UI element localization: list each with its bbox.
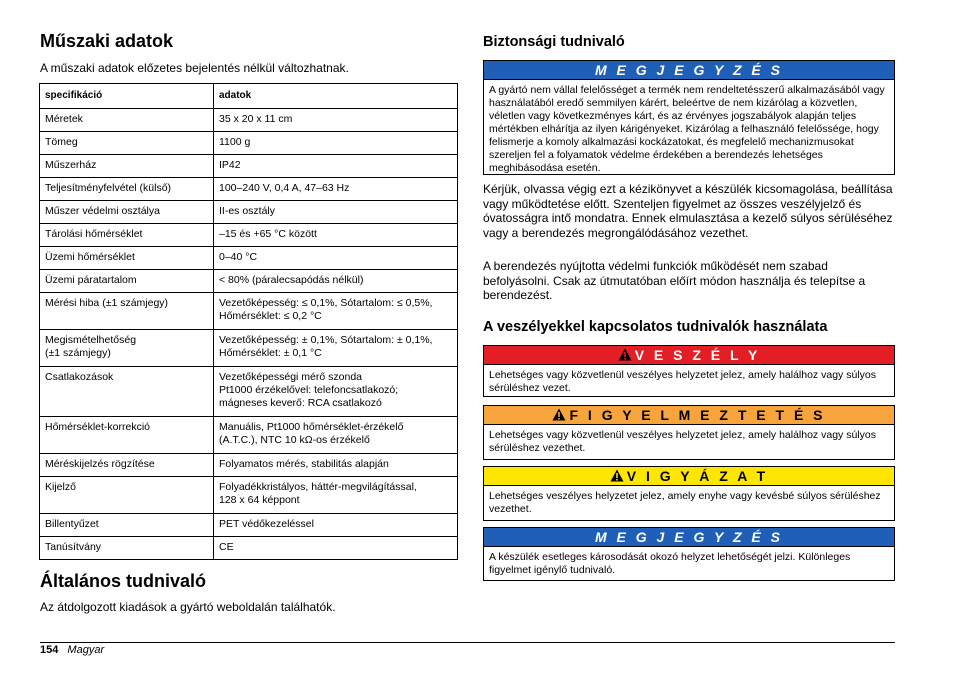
table-header-row — [40, 84, 458, 109]
spec-name-cell: Billentyűzet — [40, 514, 214, 537]
warning-triangle-icon — [610, 469, 624, 482]
note-box-header: M E G J E G Y Z É S — [484, 528, 894, 547]
spec-value-cell: 100–240 V, 0,4 A, 47–63 Hz — [214, 178, 458, 201]
warning-label: F I G Y E L M E Z T E T É S — [569, 407, 826, 423]
warning-triangle-icon — [618, 348, 632, 361]
spec-name-cell: Méréskijelzés rögzítése — [40, 454, 214, 477]
note-box-text: A gyártó nem vállal felelősséget a termék nem rendeltetésszerű alkalmazásából vagy használatából eredő semmilyen kárért, beleértve de nem kizárólag a közvetlen, véletlen vagy következményes kárt, és az érvényes jogszabályok alapján teljes mértékben elhárítja az ilyen kárigényeket. Kizárólag a felhasználó felelőssége, hogy felismerje a komoly alkalmazási kockázatokat, és megfelelő mechanizmusokat szereljen fel a folyamatok védelme érdekében a berendezés lehetséges meghibásodása esetén. — [489, 84, 885, 174]
warning-box-text: Lehetséges vagy közvetlenül veszélyes helyzetet jelez, amely halálhoz vagy súlyos sérüléshez vezethet. — [489, 429, 876, 454]
table-row — [40, 178, 458, 201]
spec-name-cell: Üzemi hőmérséklet — [40, 247, 214, 270]
page-footer — [40, 643, 104, 657]
caution-box-header — [484, 467, 894, 486]
spec-value-cell: Folyadékkristályos, háttér-megvilágítással, 128 x 64 képpont — [214, 477, 458, 514]
spec-name-cell: Tanúsítvány — [40, 537, 214, 560]
spec-value-cell: 35 x 20 x 11 cm — [214, 109, 458, 132]
general-info-text: Az átdolgozott kiadások a gyártó weboldalán találhatók. — [40, 600, 336, 614]
table-row — [40, 293, 458, 330]
technical-data-intro: A műszaki adatok előzetes bejelentés nélkül változhatnak. — [40, 61, 349, 75]
spec-name-cell: Műszerház — [40, 155, 214, 178]
spec-name-cell: Tömeg — [40, 132, 214, 155]
spec-name-cell: Méretek — [40, 109, 214, 132]
spec-value-cell: Vezetőképesség: ± 0,1%, Sótartalom: ± 0,1%, Hőmérséklet: ± 0,1 °C — [214, 330, 458, 367]
section-title-general-info: Általános tudnivaló — [40, 571, 207, 591]
table-row — [40, 367, 458, 417]
spec-value-cell: CE — [214, 537, 458, 560]
spec-value-cell: II-es osztály — [214, 201, 458, 224]
caution-box-text: Lehetséges veszélyes helyzetet jelez, amely enyhe vagy kevésbé súlyos sérüléshez vezethet. — [489, 490, 881, 515]
danger-box-text: Lehetséges vagy közvetlenül veszélyes helyzetet jelez, amely halálhoz vagy súlyos sérüléshez vezet. — [489, 369, 876, 394]
table-row — [40, 247, 458, 270]
spec-value-cell: 0–40 °C — [214, 247, 458, 270]
note-box-liability — [483, 60, 895, 175]
spec-name-cell: Tárolási hőmérséklet — [40, 224, 214, 247]
table-row — [40, 201, 458, 224]
note-box-damage — [483, 527, 895, 581]
spec-name-cell: Kijelző — [40, 477, 214, 514]
warning-triangle-icon — [552, 408, 566, 421]
table-row — [40, 109, 458, 132]
spec-value-cell: 1100 g — [214, 132, 458, 155]
spec-value-cell: < 80% (páralecsapódás nélkül) — [214, 270, 458, 293]
note-box-text: A készülék esetleges károsodását okozó helyzet lehetőségét jelzi. Különleges figyelmet igénylő tudnivaló. — [489, 551, 851, 576]
spec-name-cell: Mérési hiba (±1 számjegy) — [40, 293, 214, 330]
warning-box — [483, 405, 895, 460]
footer-language: Magyar — [67, 644, 105, 656]
spec-value-cell: Vezetőképességi mérő szonda Pt1000 érzékelővel: telefoncsatlakozó; mágneses keverő: RCA csatlakozó — [214, 367, 458, 417]
caution-box — [483, 466, 895, 521]
spec-name-cell: Üzemi páratartalom — [40, 270, 214, 293]
table-row — [40, 224, 458, 247]
section-title-safety: Biztonsági tudnivaló — [483, 34, 625, 50]
specification-table — [39, 83, 458, 560]
spec-value-cell: PET védőkezeléssel — [214, 514, 458, 537]
table-header-spec: specifikáció — [40, 84, 214, 109]
spec-name-cell: Csatlakozások — [40, 367, 214, 417]
spec-name-cell: Hőmérséklet-korrekció — [40, 417, 214, 454]
table-header-data: adatok — [214, 84, 458, 109]
table-row — [40, 132, 458, 155]
table-row — [40, 417, 458, 454]
spec-value-cell: Folyamatos mérés, stabilitás alapján — [214, 454, 458, 477]
footer-divider — [40, 642, 895, 643]
table-row — [40, 537, 458, 560]
danger-box-header — [484, 346, 894, 365]
table-row — [40, 454, 458, 477]
note-box-header: M E G J E G Y Z É S — [484, 61, 894, 80]
table-row — [40, 477, 458, 514]
spec-value-cell: Manuális, Pt1000 hőmérséklet-érzékelő (A.T.C.), NTC 10 kΩ-os érzékelő — [214, 417, 458, 454]
spec-value-cell: –15 és +65 °C között — [214, 224, 458, 247]
table-row — [40, 270, 458, 293]
caution-label: V I G Y Á Z A T — [626, 468, 769, 484]
page-number: 154 — [40, 644, 59, 656]
table-row — [40, 155, 458, 178]
spec-value-cell: IP42 — [214, 155, 458, 178]
section-title-hazard-info: A veszélyekkel kapcsolatos tudnivalók használata — [483, 319, 828, 335]
spec-value-cell: Vezetőképesség: ≤ 0,1%, Sótartalom: ≤ 0,5%, Hőmérséklet: ≤ 0,2 °C — [214, 293, 458, 330]
table-row — [40, 514, 458, 537]
spec-name-cell: Teljesítményfelvétel (külső) — [40, 178, 214, 201]
spec-name-cell: Megismételhetőség (±1 számjegy) — [40, 330, 214, 367]
table-row — [40, 330, 458, 367]
section-title-technical-data: Műszaki adatok — [40, 31, 174, 51]
danger-box — [483, 345, 895, 397]
safety-paragraph-read-manual: Kérjük, olvassa végig ezt a kézikönyvet a készülék kicsomagolása, beállítása vagy működtetése előtt. Szenteljen figyelmet az összes veszélyjelző és óvatosságra intő mondatra. Ennek elmulasztása a kezelő súlyos sérüléséhez vagy a berendezés megrongálódásához vezethet. — [483, 182, 893, 240]
spec-name-cell: Műszer védelmi osztálya — [40, 201, 214, 224]
danger-label: V E S Z É L Y — [634, 347, 761, 363]
warning-box-header — [484, 406, 894, 425]
safety-paragraph-protection: A berendezés nyújtotta védelmi funkciók működését nem szabad befolyásolni. Csak az útmutatóban előírt módon használja és telepítse a berendezést. — [483, 259, 866, 303]
